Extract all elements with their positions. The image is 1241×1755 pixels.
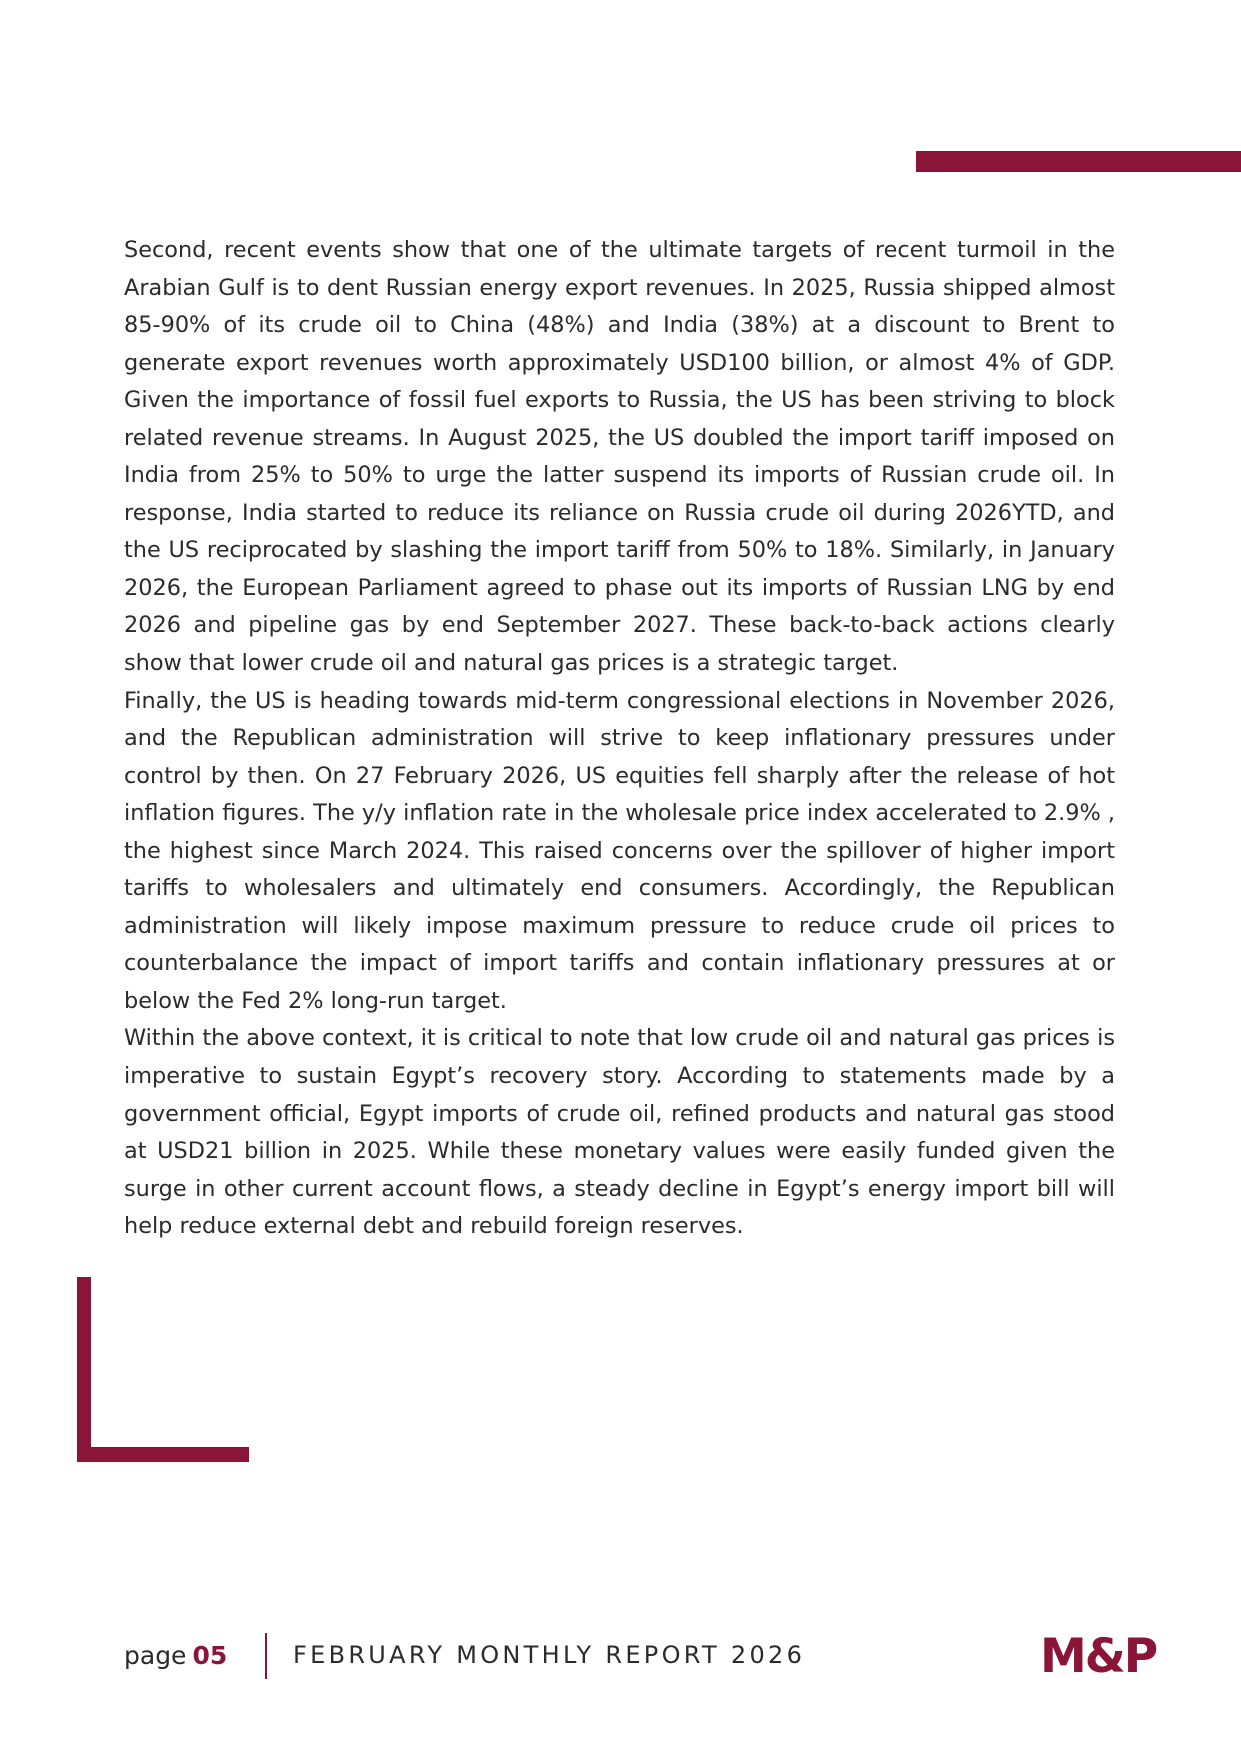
page-number: 05 [192,1640,228,1670]
body-paragraph-2: Finally, the US is heading towards mid-term congressional elections in November 2026, and the Republican administration will strive to keep inflationary pressures under control by then. On 27 February 2026, US equities fell sharply after the release of hot inflation figures. The y/y inflation rate in the wholesale price index accelerated to 2.9% , the highest since March 2024. This raised concerns over the spillover of higher import tariffs to wholesalers and ultimately end consumers. Accordingly, the Republican administration will likely impose maximum pressure to reduce crude oil prices to counterbalance the impact of import tariffs and contain inflationary pressures at or below the Fed 2% long-run target. [124,687,1115,1014]
footer-divider [265,1633,267,1679]
body-paragraph-3: Within the above context, it is critical to note that low crude oil and natural gas prices is imperative to sustain Egypt’s recovery story. According to statements made by a government official, Egypt imports of crude oil, refined products and natural gas stood at USD21 billion in 2025. While these monetary values were easily funded given the surge in other current account flows, a steady decline in Egypt’s energy import bill will help reduce external debt and rebuild foreign reserves. [124,1025,1115,1240]
report-body [124,232,1115,1246]
page-label: page [124,1640,187,1670]
corner-bracket-horizontal [77,1447,249,1462]
report-title: FEBRUARY MONTHLY REPORT 2026 [293,1641,806,1669]
corner-bracket-vertical [77,1277,91,1462]
page-footer [124,1635,806,1675]
body-paragraph-1: Second, recent events show that one of the ultimate targets of recent turmoil in the Arabian Gulf is to dent Russian energy export revenues. In 2025, Russia shipped almost 85-90% of its crude oil to China (48%) and India (38%) at a discount to Brent to generate export revenues worth approximately USD100 billion, or almost 4% of GDP. Given the importance of fossil fuel exports to Russia, the US has been striving to block related revenue streams. In August 2025, the US doubled the import tariff imposed on India from 25% to 50% to urge the latter suspend its imports of Russian crude oil. In response, India started to reduce its reliance on Russia crude oil during 2026YTD, and the US reciprocated by slashing the import tariff from 50% to 18%. Similarly, in January 2026, the European Parliament agreed to phase out its imports of Russian LNG by end 2026 and pipeline gas by end September 2027. These back-to-back actions clearly show that lower crude oil and natural gas prices is a strategic target. [124,237,1115,677]
mp-logo: M&P [1040,1629,1157,1684]
top-accent-bar [916,151,1241,172]
